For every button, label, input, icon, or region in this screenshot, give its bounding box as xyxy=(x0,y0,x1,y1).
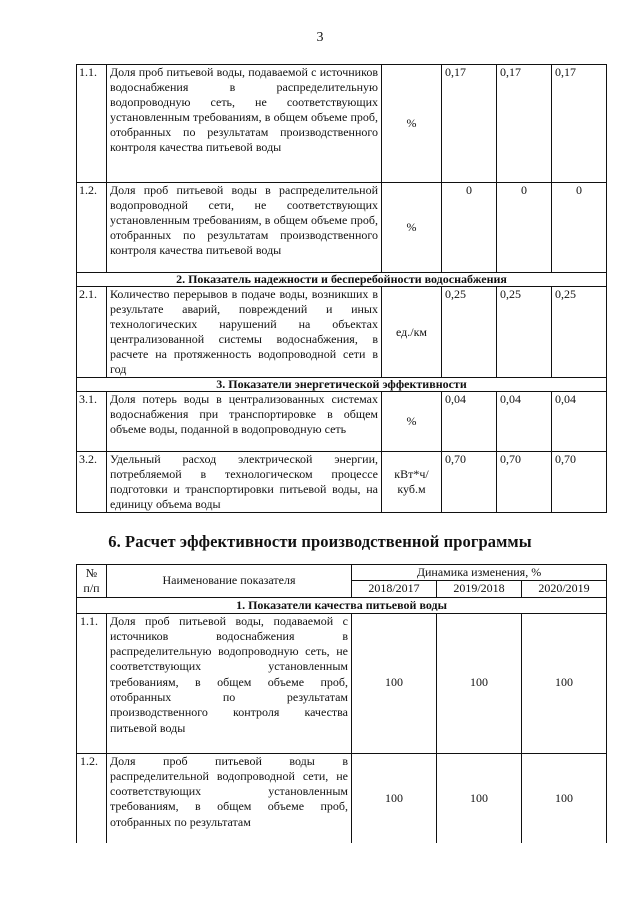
table-row xyxy=(77,183,607,273)
value-cell: 0,25 xyxy=(552,287,607,378)
value-cell: 0,17 xyxy=(442,65,497,183)
indicator-name: Количество перерывов в подаче воды, возникших в результате аварий, повреждений и иных технологических нарушений на объектах централизованной системы водоснабжения, в расчете на протяженность водопроводной сети в год xyxy=(107,287,382,378)
indicator-name: Доля потерь воды в централизованных системах водоснабжения при транспортировке в общем объеме воды, поданной в водопроводную сеть xyxy=(107,392,382,452)
table-row xyxy=(77,613,607,753)
value-cell: 0 xyxy=(497,183,552,273)
section-title: 1. Показатели качества питьевой воды xyxy=(77,597,607,613)
column-header-dynamics: Динамика изменения, % xyxy=(352,565,607,581)
unit: ед./км xyxy=(382,287,442,378)
column-header-year: 2019/2018 xyxy=(437,581,522,597)
section-header xyxy=(77,597,607,613)
section-header xyxy=(77,273,607,287)
section-heading: 6. Расчет эффективности производственной программы xyxy=(108,532,532,551)
table-row xyxy=(77,753,607,843)
indicator-name: Доля проб питьевой воды в распределительной водопроводной сети, не соответствующих установленным требованиям, в общем объеме проб, отобранных по результатам xyxy=(107,753,352,843)
section-title: 2. Показатель надежности и бесперебойности водоснабжения xyxy=(77,273,607,287)
unit: % xyxy=(382,65,442,183)
unit: % xyxy=(382,392,442,452)
page-number: 3 xyxy=(316,30,324,45)
column-header-number: № п/п xyxy=(77,565,107,598)
section-title: 3. Показатели энергетической эффективности xyxy=(77,378,607,392)
value-cell: 0 xyxy=(442,183,497,273)
value-cell: 0,04 xyxy=(552,392,607,452)
section-header xyxy=(77,378,607,392)
unit: кВт*ч/ куб.м xyxy=(382,452,442,513)
indicator-name: Доля проб питьевой воды в распределительной водопроводной сети, не соответствующих установленным требованиям, в общем объеме проб, отобранных по результатам производственного контроля качества питьевой воды xyxy=(107,183,382,273)
value-cell: 0,17 xyxy=(497,65,552,183)
row-number: 1.2. xyxy=(77,183,107,273)
indicator-name: Удельный расход электрической энергии, потребляемой в технологическом процессе подготовки и транспортировки питьевой воды, на единицу объема воды xyxy=(107,452,382,513)
indicator-name: Доля проб питьевой воды, подаваемой с источников водоснабжения в распределительную водопроводную сеть, не соответствующих установленным требованиям, в общем объеме проб, отобранных по результатам производственного контроля качества питьевой воды xyxy=(107,613,352,753)
efficiency-table xyxy=(76,564,607,843)
indicator-name: Доля проб питьевой воды, подаваемой с источников водоснабжения в распределительную водопроводную сеть, не соответствующих установленным требованиям, в общем объеме проб, отобранных по результатам производственного контроля качества питьевой воды xyxy=(107,65,382,183)
column-header-year: 2020/2019 xyxy=(522,581,607,597)
value-cell: 0,25 xyxy=(442,287,497,378)
value-cell: 100 xyxy=(522,753,607,843)
row-number: 3.2. xyxy=(77,452,107,513)
value-cell: 0 xyxy=(552,183,607,273)
unit: % xyxy=(382,183,442,273)
table-row xyxy=(77,287,607,378)
value-cell: 0,25 xyxy=(497,287,552,378)
row-number: 2.1. xyxy=(77,287,107,378)
table-row xyxy=(77,452,607,513)
row-number: 1.1. xyxy=(77,613,107,753)
row-number: 1.2. xyxy=(77,753,107,843)
value-cell: 100 xyxy=(522,613,607,753)
indicators-table xyxy=(76,64,607,513)
value-cell: 0,70 xyxy=(442,452,497,513)
value-cell: 100 xyxy=(437,753,522,843)
row-number: 3.1. xyxy=(77,392,107,452)
header-row xyxy=(77,565,607,581)
value-cell: 100 xyxy=(437,613,522,753)
row-number: 1.1. xyxy=(77,65,107,183)
table-row xyxy=(77,392,607,452)
value-cell: 0,70 xyxy=(552,452,607,513)
value-cell: 100 xyxy=(352,613,437,753)
column-header-name: Наименование показателя xyxy=(107,565,352,598)
table-row xyxy=(77,65,607,183)
value-cell: 100 xyxy=(352,753,437,843)
value-cell: 0,70 xyxy=(497,452,552,513)
value-cell: 0,17 xyxy=(552,65,607,183)
value-cell: 0,04 xyxy=(497,392,552,452)
column-header-year: 2018/2017 xyxy=(352,581,437,597)
value-cell: 0,04 xyxy=(442,392,497,452)
